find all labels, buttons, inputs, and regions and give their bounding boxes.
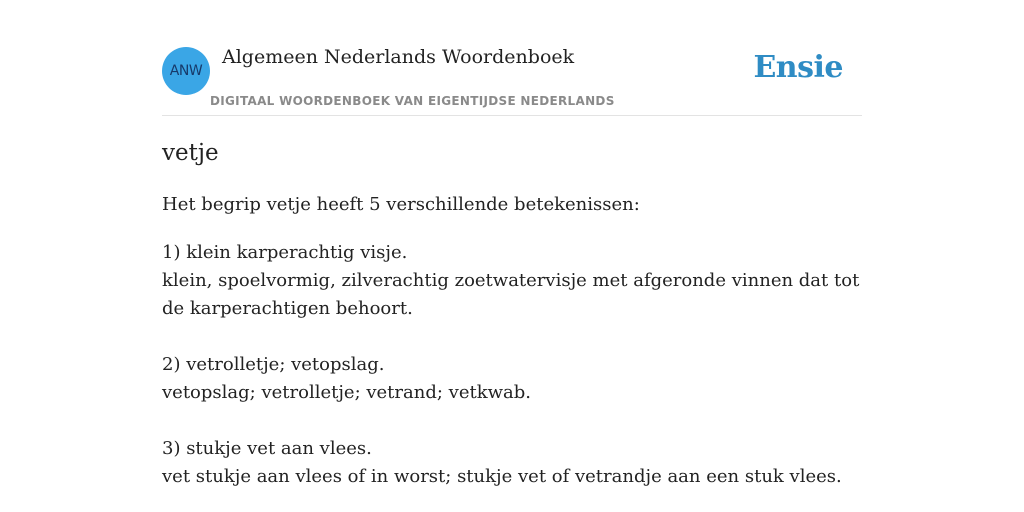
site-title[interactable]: Algemeen Nederlands Woordenboek <box>222 46 575 68</box>
meaning-item <box>162 351 862 407</box>
intro-text: Het begrip vetje heeft 5 verschillende betekenissen: <box>162 194 640 215</box>
ensie-brand-link[interactable]: Ensie <box>753 50 843 85</box>
page-container <box>162 0 862 512</box>
meaning-item <box>162 239 862 323</box>
meanings-list <box>162 239 862 512</box>
logo-text: ANW <box>169 63 203 79</box>
meaning-heading: 3) stukje vet aan vlees. <box>162 438 372 459</box>
meaning-definition: vet stukje aan vlees of in worst; stukje vet of vetrandje aan een stuk vlees. <box>162 466 842 487</box>
meaning-definition: vetopslag; vetrolletje; vetrand; vetkwab. <box>162 382 531 403</box>
site-header <box>162 0 862 116</box>
meaning-item <box>162 435 862 491</box>
meaning-heading: 2) vetrolletje; vetopslag. <box>162 354 385 375</box>
anw-logo[interactable] <box>162 47 210 95</box>
site-subtitle: DIGITAAL WOORDENBOEK VAN EIGENTIJDSE NEDERLANDS <box>210 94 615 108</box>
page-title: vetje <box>162 140 219 166</box>
meaning-definition: klein, spoelvormig, zilverachtig zoetwatervisje met afgeronde vinnen dat tot de karperachtigen behoort. <box>162 270 860 319</box>
meaning-heading: 1) klein karperachtig visje. <box>162 242 408 263</box>
